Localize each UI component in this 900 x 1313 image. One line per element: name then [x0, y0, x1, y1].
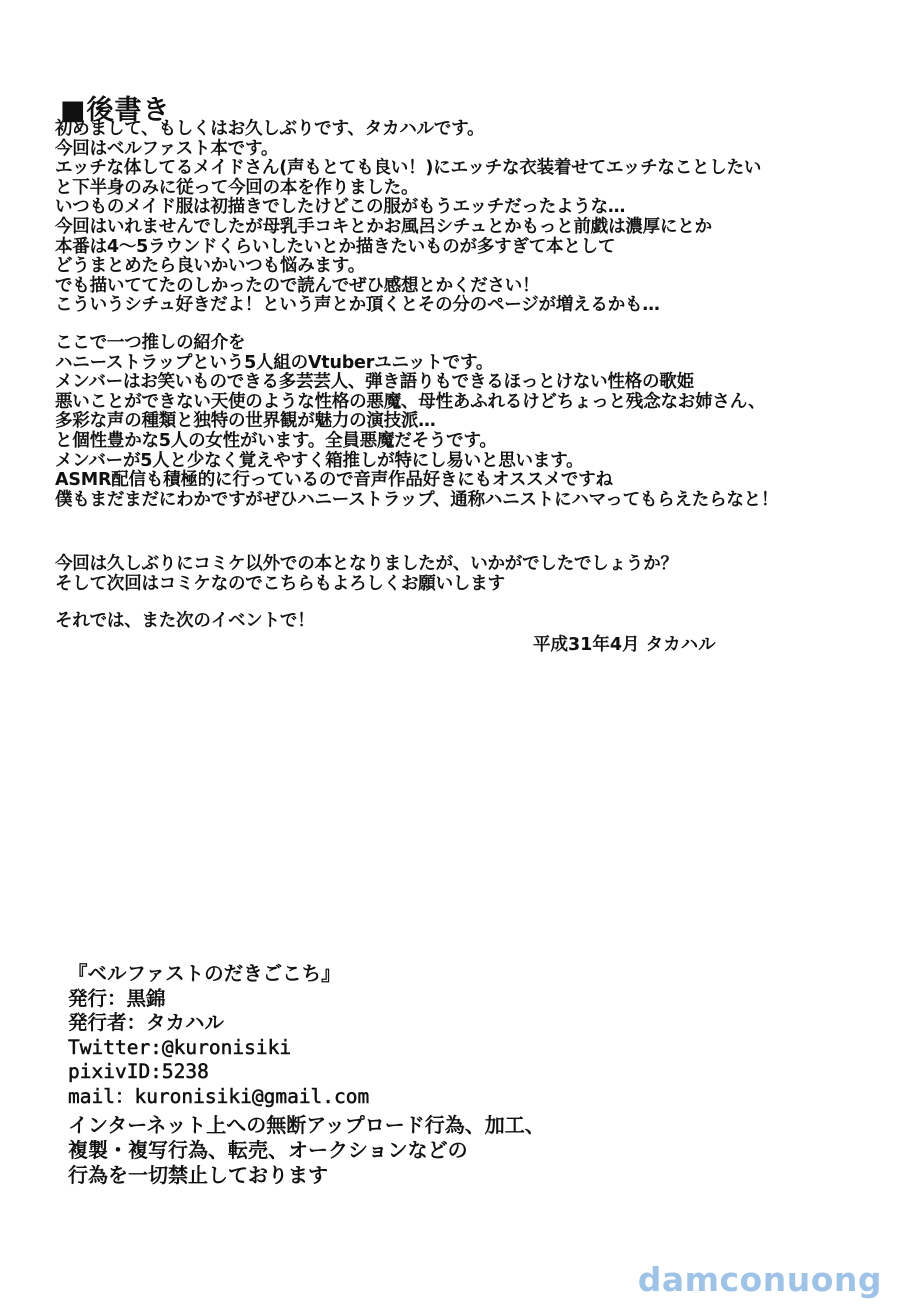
text-line: 今回はいれませんでしたが母乳手コキとかお風呂シチュとかもっと前戯は濃厚にとか [55, 216, 712, 237]
signature: 平成31年4月 タカハル [533, 635, 716, 655]
text-line: いつものメイド服は初描きでしたけどこの服がもうエッチだったような… [55, 197, 626, 218]
text-line: エッチな体してるメイドさん(声もとても良い！)にエッチな衣装着せてエッチなことしたい [55, 158, 762, 179]
notice-line: 複製・複写行為、転売、オークションなどの [68, 1138, 468, 1162]
text-line: 多彩な声の種類と独特の世界観が魅力の演技派… [55, 411, 436, 432]
text-line: でも描いててたのしかったので読んでぜひ感想とかください！ [55, 275, 540, 296]
notice-line: インターネット上への無断アップロード行為、加工、 [68, 1113, 545, 1137]
afterword-paragraph-3 [55, 555, 678, 594]
pixiv-id: pixivID:5238 [68, 1060, 209, 1083]
text-line: 本番は4～5ラウンドくらいしたいとか描きたいものが多すぎて本として [55, 236, 616, 257]
afterword-heading: ■後書き [60, 95, 171, 126]
text-line: 今回は久しぶりにコミケ以外での本となりましたが、いかがでしたでしょうか？ [55, 554, 678, 574]
text-line: そして次回はコミケなのでこちらもよろしくお願いします [55, 573, 505, 594]
text-line: と下半身のみに従って今回の本を作りました。 [55, 177, 419, 198]
watermark: damconuong [637, 1260, 882, 1299]
publisher: 発行：黒錦 [68, 986, 166, 1010]
text-line: こういうシチュ好きだよ！という声とか頂くとその分のページが増えるかも… [55, 295, 660, 316]
book-title: 『ベルファストのだきごこち』 [68, 962, 341, 985]
text-line: 悪いことができない天使のような性格の悪魔、母性あふれるけどちょっと残念なお姉さん、 [55, 391, 766, 412]
issuer: 発行者：タカハル [68, 1011, 225, 1034]
text-line: と個性豊かな5人の女性がいます。全員悪魔だそうです。 [55, 430, 497, 451]
afterword-closing [55, 612, 315, 632]
contact-email: mail：kuronisiki@gmail.com [68, 1084, 370, 1108]
twitter-handle: Twitter:@kuronisiki [68, 1035, 292, 1059]
closing-line: それでは、また次のイベントで！ [55, 611, 315, 631]
text-line: どうまとめたら良いかいつも悩みます。 [55, 256, 365, 277]
text-line: ハニーストラップという5人組のVtuberユニットです。 [55, 352, 494, 373]
afterword-paragraph-2 [55, 334, 778, 510]
colophon [68, 962, 369, 1109]
text-line: 初めまして、もしくはお久しぶりです、タカハルです。 [55, 119, 485, 139]
text-line: 今回はベルファスト本です。 [55, 138, 279, 159]
copyright-notice [68, 1113, 545, 1188]
text-line: ASMR配信も積極的に行っているので音声作品好きにもオススメですね [55, 470, 613, 491]
afterword-paragraph-1 [55, 120, 761, 316]
text-line: メンバーが5人と少なく覚えやすく箱推しが特にし易いと思います。 [55, 450, 584, 471]
text-line: 僕もまだまだにわかですがぜひハニーストラップ、通称ハニストにハマってもらえたらなと！ [55, 489, 779, 510]
text-line: メンバーはお笑いものできる多芸芸人、弾き語りもできるほっとけない性格の歌姫 [55, 372, 694, 393]
text-line: ここで一つ推しの紹介を [55, 333, 246, 353]
notice-line: 行為を一切禁止しております [68, 1163, 328, 1187]
